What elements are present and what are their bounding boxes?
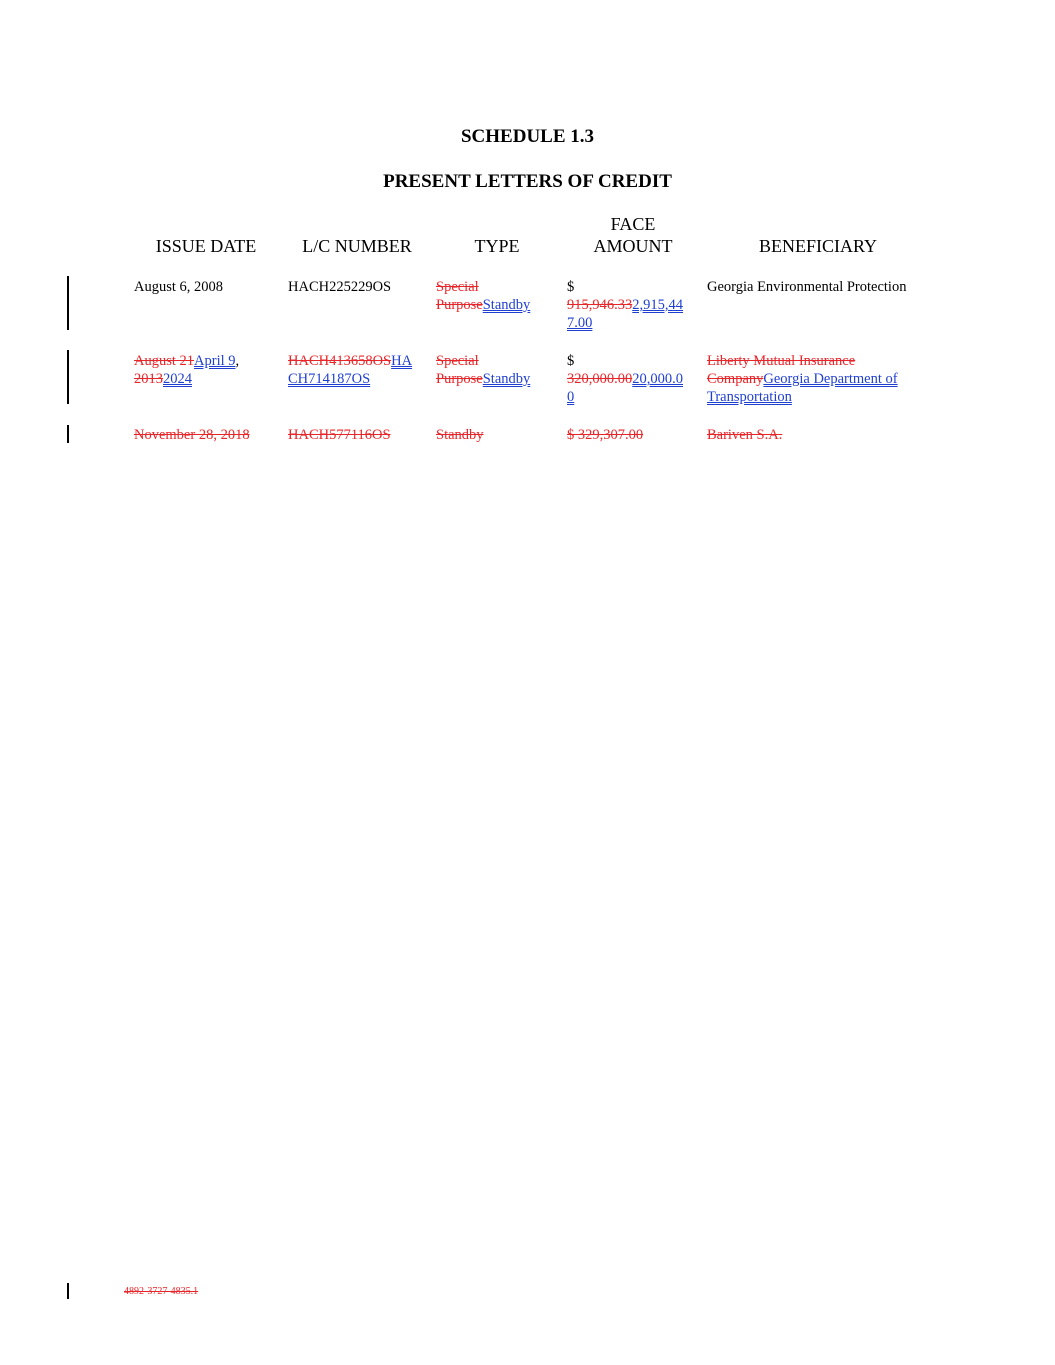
header-lc-number: L/C NUMBER	[302, 236, 412, 256]
header-issue-date: ISSUE DATE	[155, 236, 257, 256]
lc-number-cell: HACH577116OS	[288, 427, 391, 443]
dollar-sign: $	[567, 353, 575, 369]
amount-cell	[567, 352, 683, 406]
beneficiary-cell: Bariven S.A.	[707, 427, 783, 443]
deleted-text: August 21	[134, 353, 195, 369]
deleted-text: Purpose	[436, 371, 483, 387]
beneficiary-cell: Georgia Environmental Protection	[707, 279, 907, 295]
amount-cell	[567, 278, 683, 332]
inserted-text: CH714187OS	[288, 371, 371, 387]
inserted-text: 2,915,44	[632, 297, 683, 313]
deleted-text: 320,000.00	[567, 371, 633, 387]
issue-date-cell	[134, 352, 239, 388]
change-bar	[67, 1283, 69, 1299]
header-beneficiary: BENEFICIARY	[758, 236, 877, 256]
change-bar	[67, 425, 69, 443]
inserted-text: HA	[391, 353, 413, 369]
deleted-text: Special	[436, 353, 479, 369]
date-comma: ,	[235, 353, 240, 369]
header-type: TYPE	[474, 236, 520, 256]
inserted-text: Georgia Department of	[763, 371, 898, 387]
page-subtitle: PRESENT LETTERS OF CREDIT	[383, 171, 672, 192]
inserted-text: April 9	[194, 353, 236, 369]
inserted-text: 7.00	[567, 315, 593, 331]
lc-number-cell	[288, 352, 412, 388]
header-face-amount	[572, 213, 694, 257]
deleted-text: Liberty Mutual Insurance	[707, 353, 856, 369]
deleted-text: 2013	[134, 371, 163, 387]
deleted-text: 915,946.33	[567, 297, 633, 313]
lc-number-cell: HACH225229OS	[288, 279, 392, 295]
inserted-text: 2024	[163, 371, 192, 387]
header-face-line2: AMOUNT	[593, 236, 673, 256]
deleted-text: Purpose	[436, 297, 483, 313]
inserted-text: 20,000.0	[632, 371, 683, 387]
beneficiary-cell	[707, 352, 898, 406]
dollar-sign: $	[567, 279, 575, 295]
inserted-text: Transportation	[707, 389, 792, 405]
deleted-text: Special	[436, 279, 479, 295]
type-cell	[436, 352, 530, 388]
schedule-title: SCHEDULE 1.3	[460, 126, 595, 147]
change-bar	[67, 276, 69, 330]
issue-date-cell: November 28, 2018	[134, 427, 250, 443]
header-face-line1: FACE	[610, 214, 656, 234]
deleted-text: HACH413658OS	[288, 353, 392, 369]
issue-date-cell: August 6, 2008	[134, 279, 224, 295]
type-cell: Standby	[436, 427, 484, 443]
deleted-text: Company	[707, 371, 764, 387]
type-cell	[436, 278, 530, 314]
inserted-text: Standby	[482, 371, 531, 387]
change-bar	[67, 350, 69, 404]
inserted-text: Standby	[482, 297, 531, 313]
amount-cell: $ 329,307.00	[567, 427, 644, 443]
document-id-footer: 4892-3727-4835.1	[124, 1286, 199, 1297]
inserted-text: 0	[567, 389, 575, 405]
